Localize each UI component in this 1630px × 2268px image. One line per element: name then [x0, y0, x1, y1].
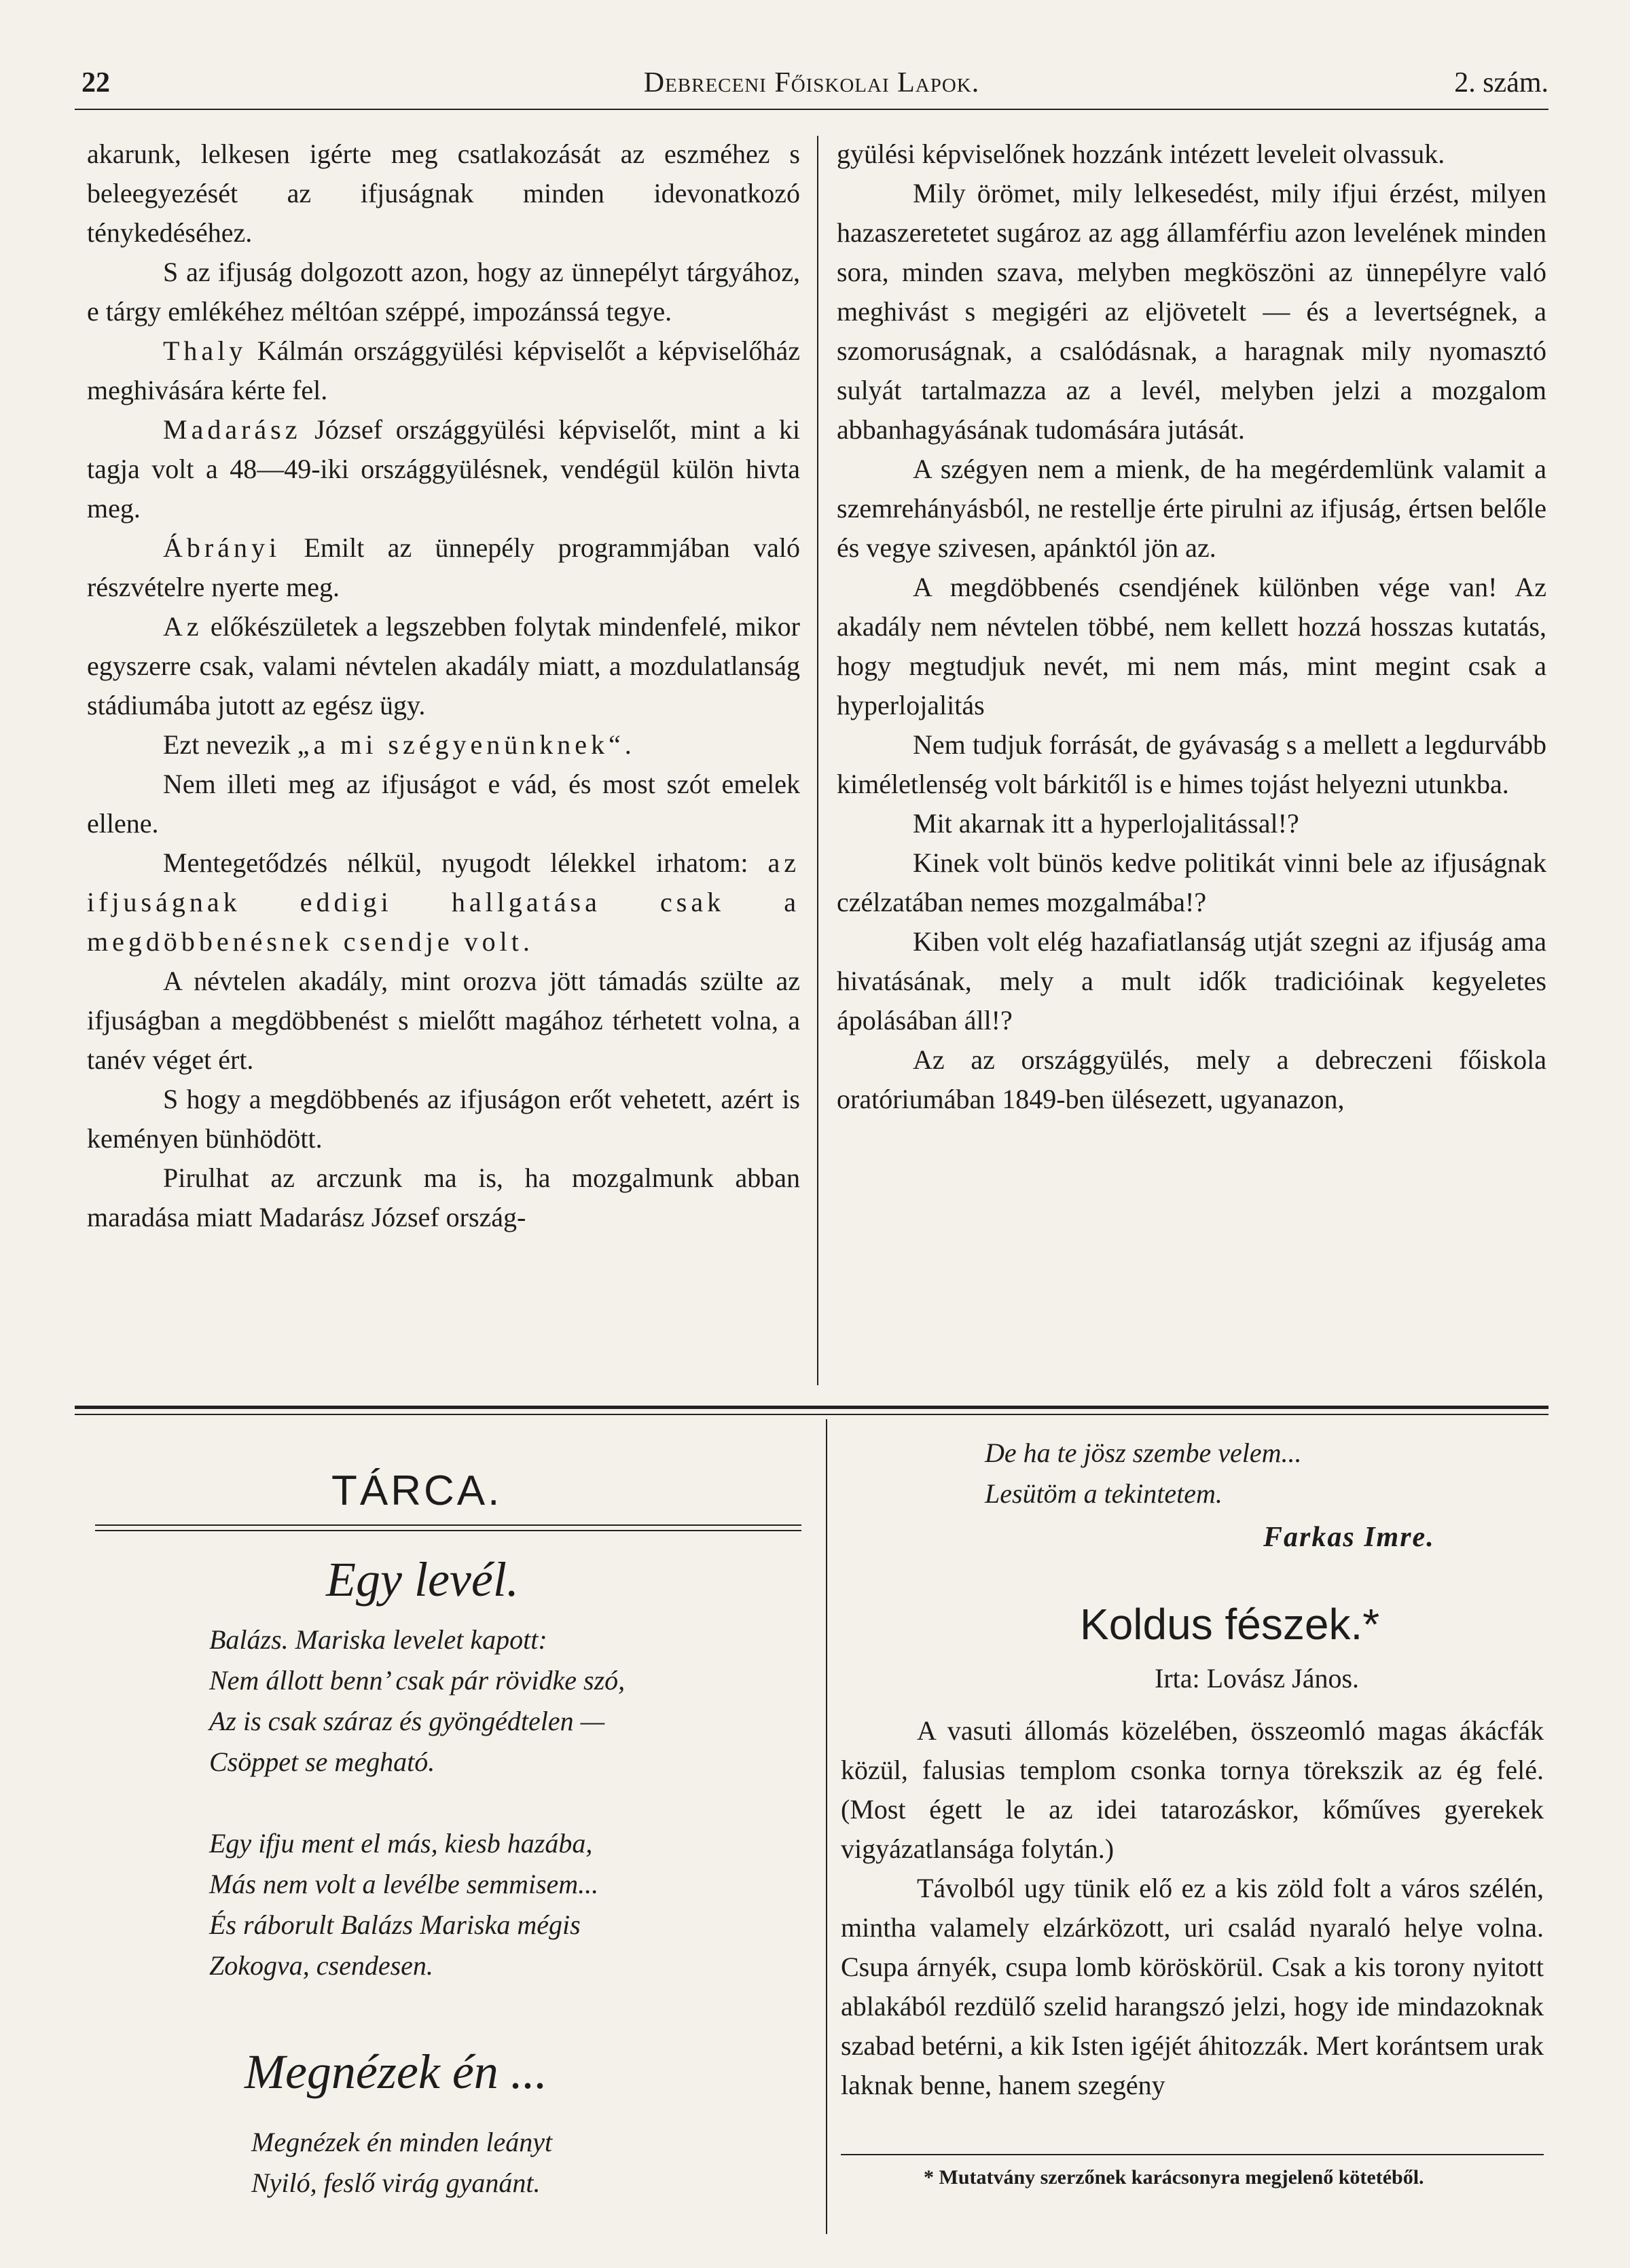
poem-line: Zokogva, csendesen. [209, 1950, 433, 1981]
running-head [75, 62, 1548, 103]
paragraph: S hogy a megdöbbenés az ifjuságon erőt vehetett, azért is keményen bünhödött. [87, 1084, 800, 1154]
paragraph: Az az országgyülés, mely a debreczeni főiskola oratóriumában 1849-ben ülésezett, ugyanazon, [837, 1044, 1546, 1114]
poem-line: Megnézek én minden leányt [251, 2127, 553, 2157]
poem-megnezek-continued [985, 1433, 1528, 1514]
story-byline: Irta: Lovász János. [1155, 1663, 1360, 1694]
paragraph: A megdöbbenés csendjének különben vége van! Az akadály nem névtelen többé, nem kellett hozzá hosszas kutatás, hogy megtudjuk nevét, mi nem más, mint megint csak a hyperlojalitás [837, 572, 1546, 720]
poem-line: Az is csak száraz és gyöngédtelen — [209, 1706, 605, 1736]
paragraph: Az előkészületek a legszebben folytak mindenfelé, mikor egyszerre csak, valami névtelen akadály miatt, a mozdulatlanság stádiumába jutott az egész ügy. [87, 611, 800, 720]
poem-line: Balázs. Mariska levelet kapott: [209, 1624, 547, 1655]
poem-author: Farkas Imre. [1263, 1522, 1435, 1553]
poem-line: Csöppet se megható. [209, 1746, 435, 1777]
right-column [837, 134, 1546, 1119]
poem-line: Lesütöm a tekintetem. [985, 1478, 1222, 1509]
paragraph: A vasuti állomás közelében, összeomló magas ákácfák közül, falusias templom csonka tornya törekszik az ég felé. (Most égett le az idei tatarozáskor, kőműves gyerekek vigyázatlansága folytán.) [841, 1715, 1544, 1864]
feuilleton-rule-thick [75, 1406, 1548, 1409]
paragraph: Mentegetődzés nélkül, nyugodt lélekkel irhatom: az ifjuságnak eddigi hallgatása csak a megdöbbenésnek csendje volt. [87, 847, 800, 957]
poem-title: Egy levél. [326, 1552, 519, 1607]
poem-megnezek [251, 2122, 795, 2203]
paragraph: Kinek volt bünös kedve politikát vinni bele az ifjuságnak czélzatában nemes mozgalmába!? [837, 847, 1546, 917]
feuilleton-heading: TÁRCA. [331, 1467, 503, 1514]
issue-number: 2. szám. [1454, 67, 1548, 98]
poem-title: Megnézek én ... [244, 2045, 547, 2099]
paragraph: Távolból ugy tünik elő ez a kis zöld folt a város szélén, mintha valamely elzárközott, uri család nyaraló helye volna. Csupa árnyék, csupa lomb köröskörül. Csak a kis torony nyitott ablakából rezdülő szelid harangszó jelzi, hogy ide mindazoknak szabad betérni, a kik Isten igéjét áhitozzák. Mert korántsem urak laknak benne, hanem szegény [841, 1873, 1544, 2100]
paragraph: Ábrányi Emilt az ünnepély programmjában való részvételre nyerte meg. [87, 532, 800, 602]
paragraph: Nem illeti meg az ifjuságot e vád, és most szót emelek ellene. [87, 769, 800, 839]
footnote: * Mutatvány szerzőnek karácsonyra megjelenő kötetéből. [924, 2166, 1424, 2189]
paragraph: Mily örömet, mily lelkesedést, mily ifjui érzést, milyen hazaszeretetet sugároz az agg államférfiu azon levelének minden sora, minden szava, melyben megköszöni az ünnepélyre való meghivást s megigéri az eljövetelt — és a levertségnek, a szomoruságnak, a csalódásnak, a haragnak mily nyomasztó sulyát tartalmazza az a levél, melyben jelzi a mozgalom abbanhagyásának tudomására jutását. [837, 178, 1546, 445]
paragraph: Ezt nevezik „a mi szégyenünknek“. [163, 729, 636, 760]
paragraph: Thaly Kálmán országgyülési képviselőt a képviselőház meghivására kérte fel. [87, 335, 800, 405]
poem-line: És ráborult Balázs Mariska mégis [209, 1909, 581, 1940]
paragraph: S az ifjuság dolgozott azon, hogy az ünnepélyt tárgyához, e tárgy emlékéhez méltóan széppé, impozánssá tegye. [87, 257, 800, 327]
footnote-rule [841, 2154, 1544, 2155]
journal-title: Debreceni Főiskolai Lapok. [643, 67, 980, 98]
paragraph: Mit akarnak itt a hyperlojalitással!? [913, 808, 1299, 839]
feuilleton-rule-thin [75, 1414, 1548, 1415]
poem-line: Más nem volt a levélbe semmisem... [209, 1869, 599, 1899]
column-rule [817, 136, 818, 1385]
page-number: 22 [82, 67, 110, 98]
story-body [841, 1711, 1544, 2105]
poem-egy-level [209, 1620, 793, 1986]
paragraph: akarunk, lelkesen igérte meg csatlakozását az eszméhez s beleegyezését az ifjuságnak minden idevonatkozó ténykedéséhez. [87, 139, 800, 248]
paragraph: A szégyen nem a mienk, de ha megérdemlünk valamit a szemrehányásból, ne restellje érte pirulni az ifjuság, értsen belőle és vegye szivesen, apánktól jön az. [837, 454, 1546, 563]
poem-line: Nem állott benn’ csak pár rövidke szó, [209, 1665, 626, 1696]
paragraph: Nem tudjuk forrását, de gyávaság s a mellett a legdurvább kiméletlenség volt bárkitől is e himes tojást helyezni utunkba. [837, 729, 1546, 799]
feuilleton-heading-rule-2 [95, 1530, 801, 1531]
poem-line: Nyiló, feslő virág gyanánt. [251, 2168, 541, 2198]
left-column [87, 134, 800, 1237]
paragraph: Pirulhat az arczunk ma is, ha mozgalmunk abban maradása miatt Madarász József ország- [87, 1163, 800, 1232]
story-title: Koldus fészek.* [1080, 1600, 1380, 1649]
paragraph: Kiben volt elég hazafiatlanság utját szegni az ifjuság ama hivatásának, mely a mult idők tradicióinak kegyeletes ápolásában áll!? [837, 926, 1546, 1036]
paragraph: A névtelen akadály, mint orozva jött támadás szülte az ifjuságban a megdöbbenést s mielőtt magához térhetett volna, a tanév véget ért. [87, 966, 800, 1075]
feuilleton-heading-rule [95, 1524, 801, 1526]
paragraph: Madarász József országgyülési képviselőt, mint a ki tagja volt a 48—49-iki országgyülésnek, vendégül külön hivta meg. [87, 414, 800, 524]
paragraph: gyülési képviselőnek hozzánk intézett leveleit olvassuk. [837, 139, 1445, 169]
poem-line: De ha te jösz szembe velem... [985, 1438, 1302, 1468]
feuilleton-column-rule [826, 1419, 827, 2234]
poem-line: Egy ifju ment el más, kiesb hazába, [209, 1828, 593, 1859]
header-rule [75, 109, 1548, 110]
